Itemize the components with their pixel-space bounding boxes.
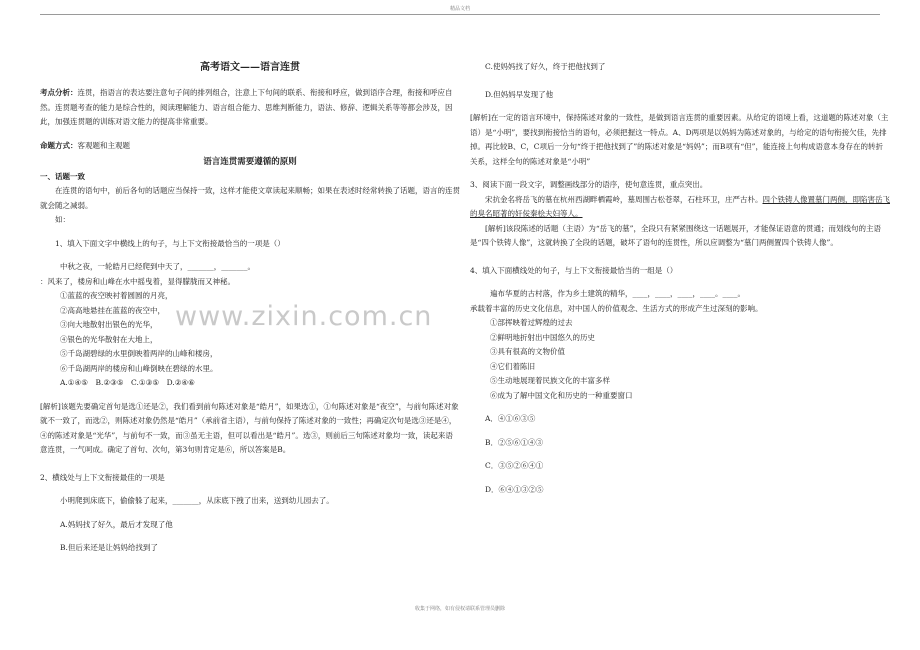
q3-underlined: 四个铁铸人像置墓门两侧，即陷害岳飞的臭名昭著的奸佞秦桧夫妇等人。 bbox=[470, 194, 890, 218]
question-1: 1、填入下面文字中横线上的句子，与上下文衔接最恰当的一项是（） bbox=[55, 238, 285, 248]
q2-option-d: D.但妈妈早发现了他 bbox=[485, 89, 554, 99]
q1-option: ②高高地悬挂在蓝蓝的夜空中， bbox=[60, 305, 165, 315]
doc-title: 高考语文——语言连贯 bbox=[200, 62, 300, 73]
mode-label: 命题方式： bbox=[40, 140, 78, 150]
question-2: 2、横线处与上下文衔接最佳的一项是 bbox=[40, 472, 165, 482]
section-subtitle: 语言连贯需要遵循的原则 bbox=[203, 157, 297, 167]
q4-option: ③具有很高的文物价值 bbox=[490, 347, 565, 356]
q1-text: 中秋之夜，一轮皓月已经爬到中天了，_______，_______。 bbox=[60, 262, 255, 271]
q4-text-cont: 承载着丰富的历史文化信息，对中国人的价值观念、生活方式的形成产生过深刻的影响。 bbox=[470, 303, 763, 313]
q4-option: ①部挥映着过辉煌的过去 bbox=[490, 318, 573, 327]
point-analysis bbox=[40, 86, 460, 130]
q1-text-cont: ：风来了，楼房和山峰在水中摇曳着，显得朦胧而又神秘。 bbox=[40, 276, 235, 286]
q2-option-b: B.但后来还是让妈妈给找到了 bbox=[60, 543, 158, 552]
example-label: 如： bbox=[55, 215, 70, 224]
q1-analysis: [解析]该题先要确定首句是选①还是②，我们看到前句陈述对象是“皓月”，如果选①，①句陈述对象是“夜空”，与前句陈述对象就不一致了，而选②，则陈述对象仍然是“皓月”（承前省主语），与前句保持了陈述对象的一致性；再确定次句是选③还是④，④的陈述对象是“光华”，与前句不一致，而③虽无主语，但可以看出是“皓月”。选③，则前后三句陈述对象均一致，读起来语意连贯，一气呵成。确定了首句、次句，第3句则肯定是⑥，所以答案是B。 bbox=[40, 401, 459, 454]
section-text: 在连贯的语句中，前后各句的话题应当保持一致，这样才能使文章读起来顺畅；如果在表述时经常转换了话题，语言的连贯就会随之减弱。 bbox=[40, 186, 460, 210]
q2-text: 小明爬到床底下，偷偷躲了起来，_______，从床底下拽了出来，送到幼儿园去了。 bbox=[60, 496, 334, 505]
q1-option: ⑤千岛湖碧绿的水里倒映着两岸的山峰和楼房， bbox=[60, 349, 218, 358]
point-label: 考点分析： bbox=[40, 88, 78, 97]
right-column bbox=[470, 60, 890, 497]
q3-text bbox=[470, 193, 890, 222]
q3-analysis: [解析]该段陈述的话题（主语）为“岳飞的墓”，全段只有紧紧围绕这一话题展开，才能保证语意的贯通；而划线句的主语是“四个铁铸人像”，这就转换了全段的话题，破坏了语句的连贯性，所以应调整为“墓门两侧置四个铁铸人像”。 bbox=[470, 223, 882, 247]
question-mode bbox=[40, 139, 460, 154]
q2-option-a: A.妈妈找了好久，最后才发现了他 bbox=[60, 519, 173, 529]
q4-option: ⑤生动地展现着民族文化的丰富多样 bbox=[490, 376, 610, 385]
page-footer: 收集于网络，如有侵权请联系管理员删除 bbox=[414, 606, 505, 612]
q2-option-c: C.使妈妈找了好久，终于把他找到了 bbox=[485, 62, 606, 71]
q4-option: ④它们着陈旧 bbox=[490, 361, 535, 371]
mode-text: 客观题和主观题 bbox=[77, 140, 130, 150]
q4-option: ⑥成为了解中国文化和历史的一种重要窗口 bbox=[490, 390, 633, 400]
q4-choice: A．④①⑥③⑤ bbox=[485, 414, 536, 423]
q4-choice: B．②⑤⑥①④③ bbox=[485, 437, 544, 447]
q1-option: ⑥千岛湖两岸的楼房和山峰倒映在碧绿的水里。 bbox=[60, 363, 218, 373]
q4-choice: D．⑥④①③②⑤ bbox=[485, 484, 544, 494]
q4-option: ②鲜明地折射出中国悠久的历史 bbox=[490, 332, 595, 342]
question-3: 3、阅读下面一段文字，调整画线部分的语序，使句意连贯，重点突出。 bbox=[470, 180, 708, 189]
page-header: 精品文档 bbox=[449, 6, 470, 12]
header-rule bbox=[40, 14, 880, 15]
q2-analysis: [解析]在一定的语言环境中，保持陈述对象的一致性，是做到语言连贯的重要因素。从给定的语境上看，这道题的陈述对象（主语）是“小明”，要找到衔接恰当的语句，必须把握这一特点。A、D两项是以妈妈为陈述对象的，与给定的语句衔接欠佳，先排掉。再比较B、C，C项后一分句“终于把他找到了”的陈述对象是“妈妈”；而B项有“但”，能连接上句构成语意本身存在的转折关系，这样全句的陈述对象是“小明” bbox=[470, 113, 889, 166]
q4-choice: C．③⑤②⑥④① bbox=[485, 461, 544, 470]
point-text: 连贯，指语言的表达要注意句子间的排列组合，注意上下句间的联系、衔接和呼应，做到语序合理，衔接和呼应自然。连贯题考查的能力是综合性的，阅读理解能力、语言组合能力、思维判断能力，语法、修辞、逻辑关系等等都会涉及，因此，加强连贯题的训练对语文能力的提高非常重要。 bbox=[40, 88, 453, 126]
left-column bbox=[40, 60, 460, 556]
watermark: www.zixin.com.cn bbox=[175, 301, 433, 332]
q1-option: ④银色的光华散射在大地上， bbox=[60, 334, 158, 344]
q1-choices: A.①④⑤ B.②③⑤ C.①③⑤ D.②④⑥ bbox=[60, 378, 195, 387]
section-heading: 一、话题一致 bbox=[40, 171, 85, 181]
question-4: 4、填入下面横线处的句子，与上下文衔接最恰当的一组是（） bbox=[470, 265, 678, 275]
q4-text: 遍布华夏的古村落，作为乡土建筑的精华，____，____，____，____。____。 bbox=[490, 289, 745, 298]
q1-option: ③向大地散射出银色的光华， bbox=[60, 320, 158, 329]
q3-text-plain: 宋抗金名将岳飞的墓在杭州西湖畔栖霞岭，墓周围古松苍翠，石柱环卫，庄严古朴。 bbox=[485, 194, 763, 204]
q1-option: ①蓝蓝的夜空映衬着圆圆的月亮， bbox=[60, 291, 173, 300]
